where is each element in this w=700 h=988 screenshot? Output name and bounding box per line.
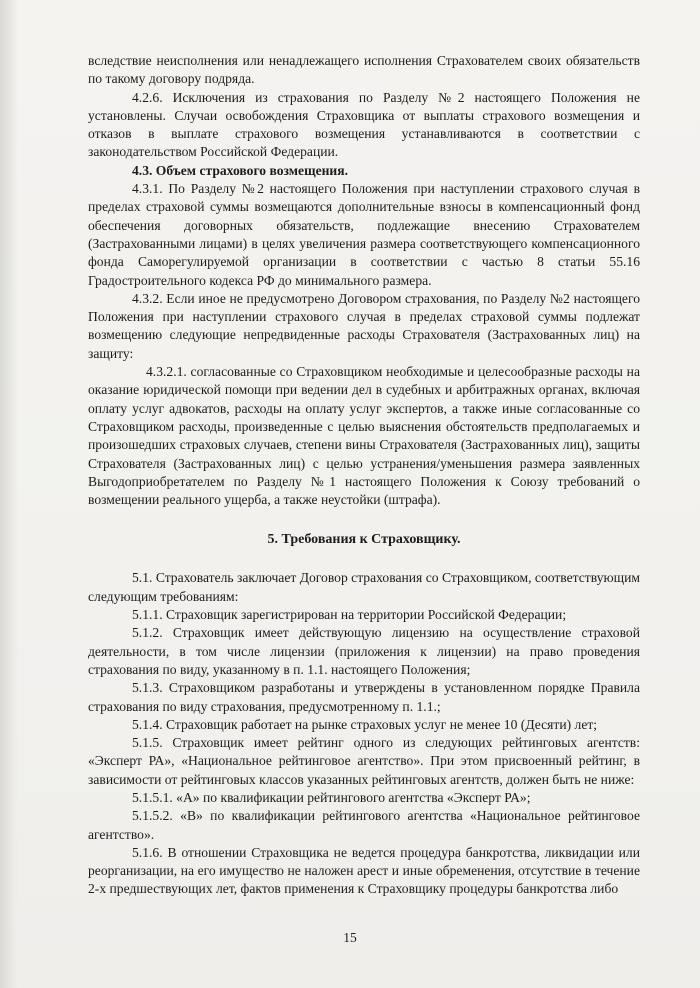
page-number: 15 — [343, 930, 357, 945]
paragraph-5-1-6: 5.1.6. В отношении Страховщика не ведется процедура банкротства, ликвидации или реорганизации, на его имущество не наложен арест и иные обременения, отсутствие в течение 2-х предшествующих лет, фактов применения к Страховщику процедуры банкротства либо — [88, 844, 640, 897]
paragraph-5-1-5-2: 5.1.5.2. «В» по квалификации рейтингового агентства «Национальное рейтинговое агентство». — [88, 808, 640, 842]
paragraph-4-2-6: 4.2.6. Исключения из страхования по Разделу №2 настоящего Положения не установлены. Случаи освобождения Страховщика от выплаты страхового возмещения и отказов в выплате страхового возмещения устанавливаются в соответствии с законодательством Российской Федерации. — [88, 89, 640, 160]
section-title: 5. Требования к Страховщику. — [267, 532, 461, 548]
paragraph-5-1-1: 5.1.1. Страховщик зарегистрирован на территории Российской Федерации; — [132, 607, 567, 623]
paragraph-4-3-1: 4.3.1. По Разделу №2 настоящего Положения при наступлении страхового случая в пределах страховой суммы возмещаются дополнительные взносы в компенсационный фонд обеспечения договорных обязательств, подлежащие внесению Страхователем (Застрахованными лицами) в целях увеличения размера соответствующего компенсационного фонда Саморегулируемой организации в соответствии с частью 8 статьи 55.16 Градостроительного кодекса РФ до минимального размера. — [88, 181, 640, 288]
paragraph-5-1: 5.1. Страхователь заключает Договор страхования со Страховщиком, соответствующим следующим требованиям: — [88, 570, 640, 604]
paragraph-5-1-5-1: 5.1.5.1. «А» по квалификации рейтингового агентства «Эксперт РА»; — [132, 789, 531, 805]
paragraph-5-1-3: 5.1.3. Страховщиком разработаны и утверждены в установленном порядке Правила страхования по виду страхования, предусмотренному п. 1.1.; — [88, 680, 640, 714]
paragraph-4-3-2-1: 4.3.2.1. согласованные со Страховщиком необходимые и целесообразные расходы на оказание юридической помощи при ведении дел в судебных и арбитражных органах, включая оплату услуг адвокатов, расходы на оплату услуг экспертов, а также иные согласованные со Страховщиком расходы, произведенные с целью выяснения обстоятельств предполагаемых и произошедших страховых случаев, степени вины Страхователя (Застрахованных лиц), защиты Страхователя (Застрахованных лиц) с целью устранения/уменьшения размера заявленных Выгодоприобретателем по Разделу №1 настоящего Положения к Союзу требований о возмещении реального ущерба, а также неустойки (штрафа). — [88, 364, 640, 508]
paragraph-4-3-2: 4.3.2. Если иное не предусмотрено Договором страхования, по Разделу №2 настоящего Положения при наступлении страхового случая в пределах страховой суммы подлежат возмещению следующие непредвиденные расходы Страхователя (Застрахованных лиц) на защиту: — [88, 290, 640, 361]
paragraph-5-1-5: 5.1.5. Страховщик имеет рейтинг одного из следующих рейтинговых агентств: «Эксперт РА», «Национальное рейтинговое агентство». При этом присвоенный рейтинг, в зависимости от рейтинговых классов указанных рейтинговых агентств, должен быть не ниже: — [88, 735, 640, 787]
subheading-4-3: 4.3. Объем страхового возмещения. — [132, 162, 349, 178]
paragraph-continuation: вследствие неисполнения или ненадлежащего исполнения Страхователем своих обязательств по такому договору подряда. — [88, 53, 640, 87]
paragraph-5-1-2: 5.1.2. Страховщик имеет действующую лицензию на осуществление страховой деятельности, в том числе лицензии (приложения к лицензии) на право проведения страхования по виду, указанному в п. 1.1. настоящего Положения; — [88, 625, 640, 677]
scan-edge-shadow — [0, 0, 18, 988]
paragraph-5-1-4: 5.1.4. Страховщик работает на рынке страховых услуг не менее 10 (Десяти) лет; — [132, 716, 598, 732]
